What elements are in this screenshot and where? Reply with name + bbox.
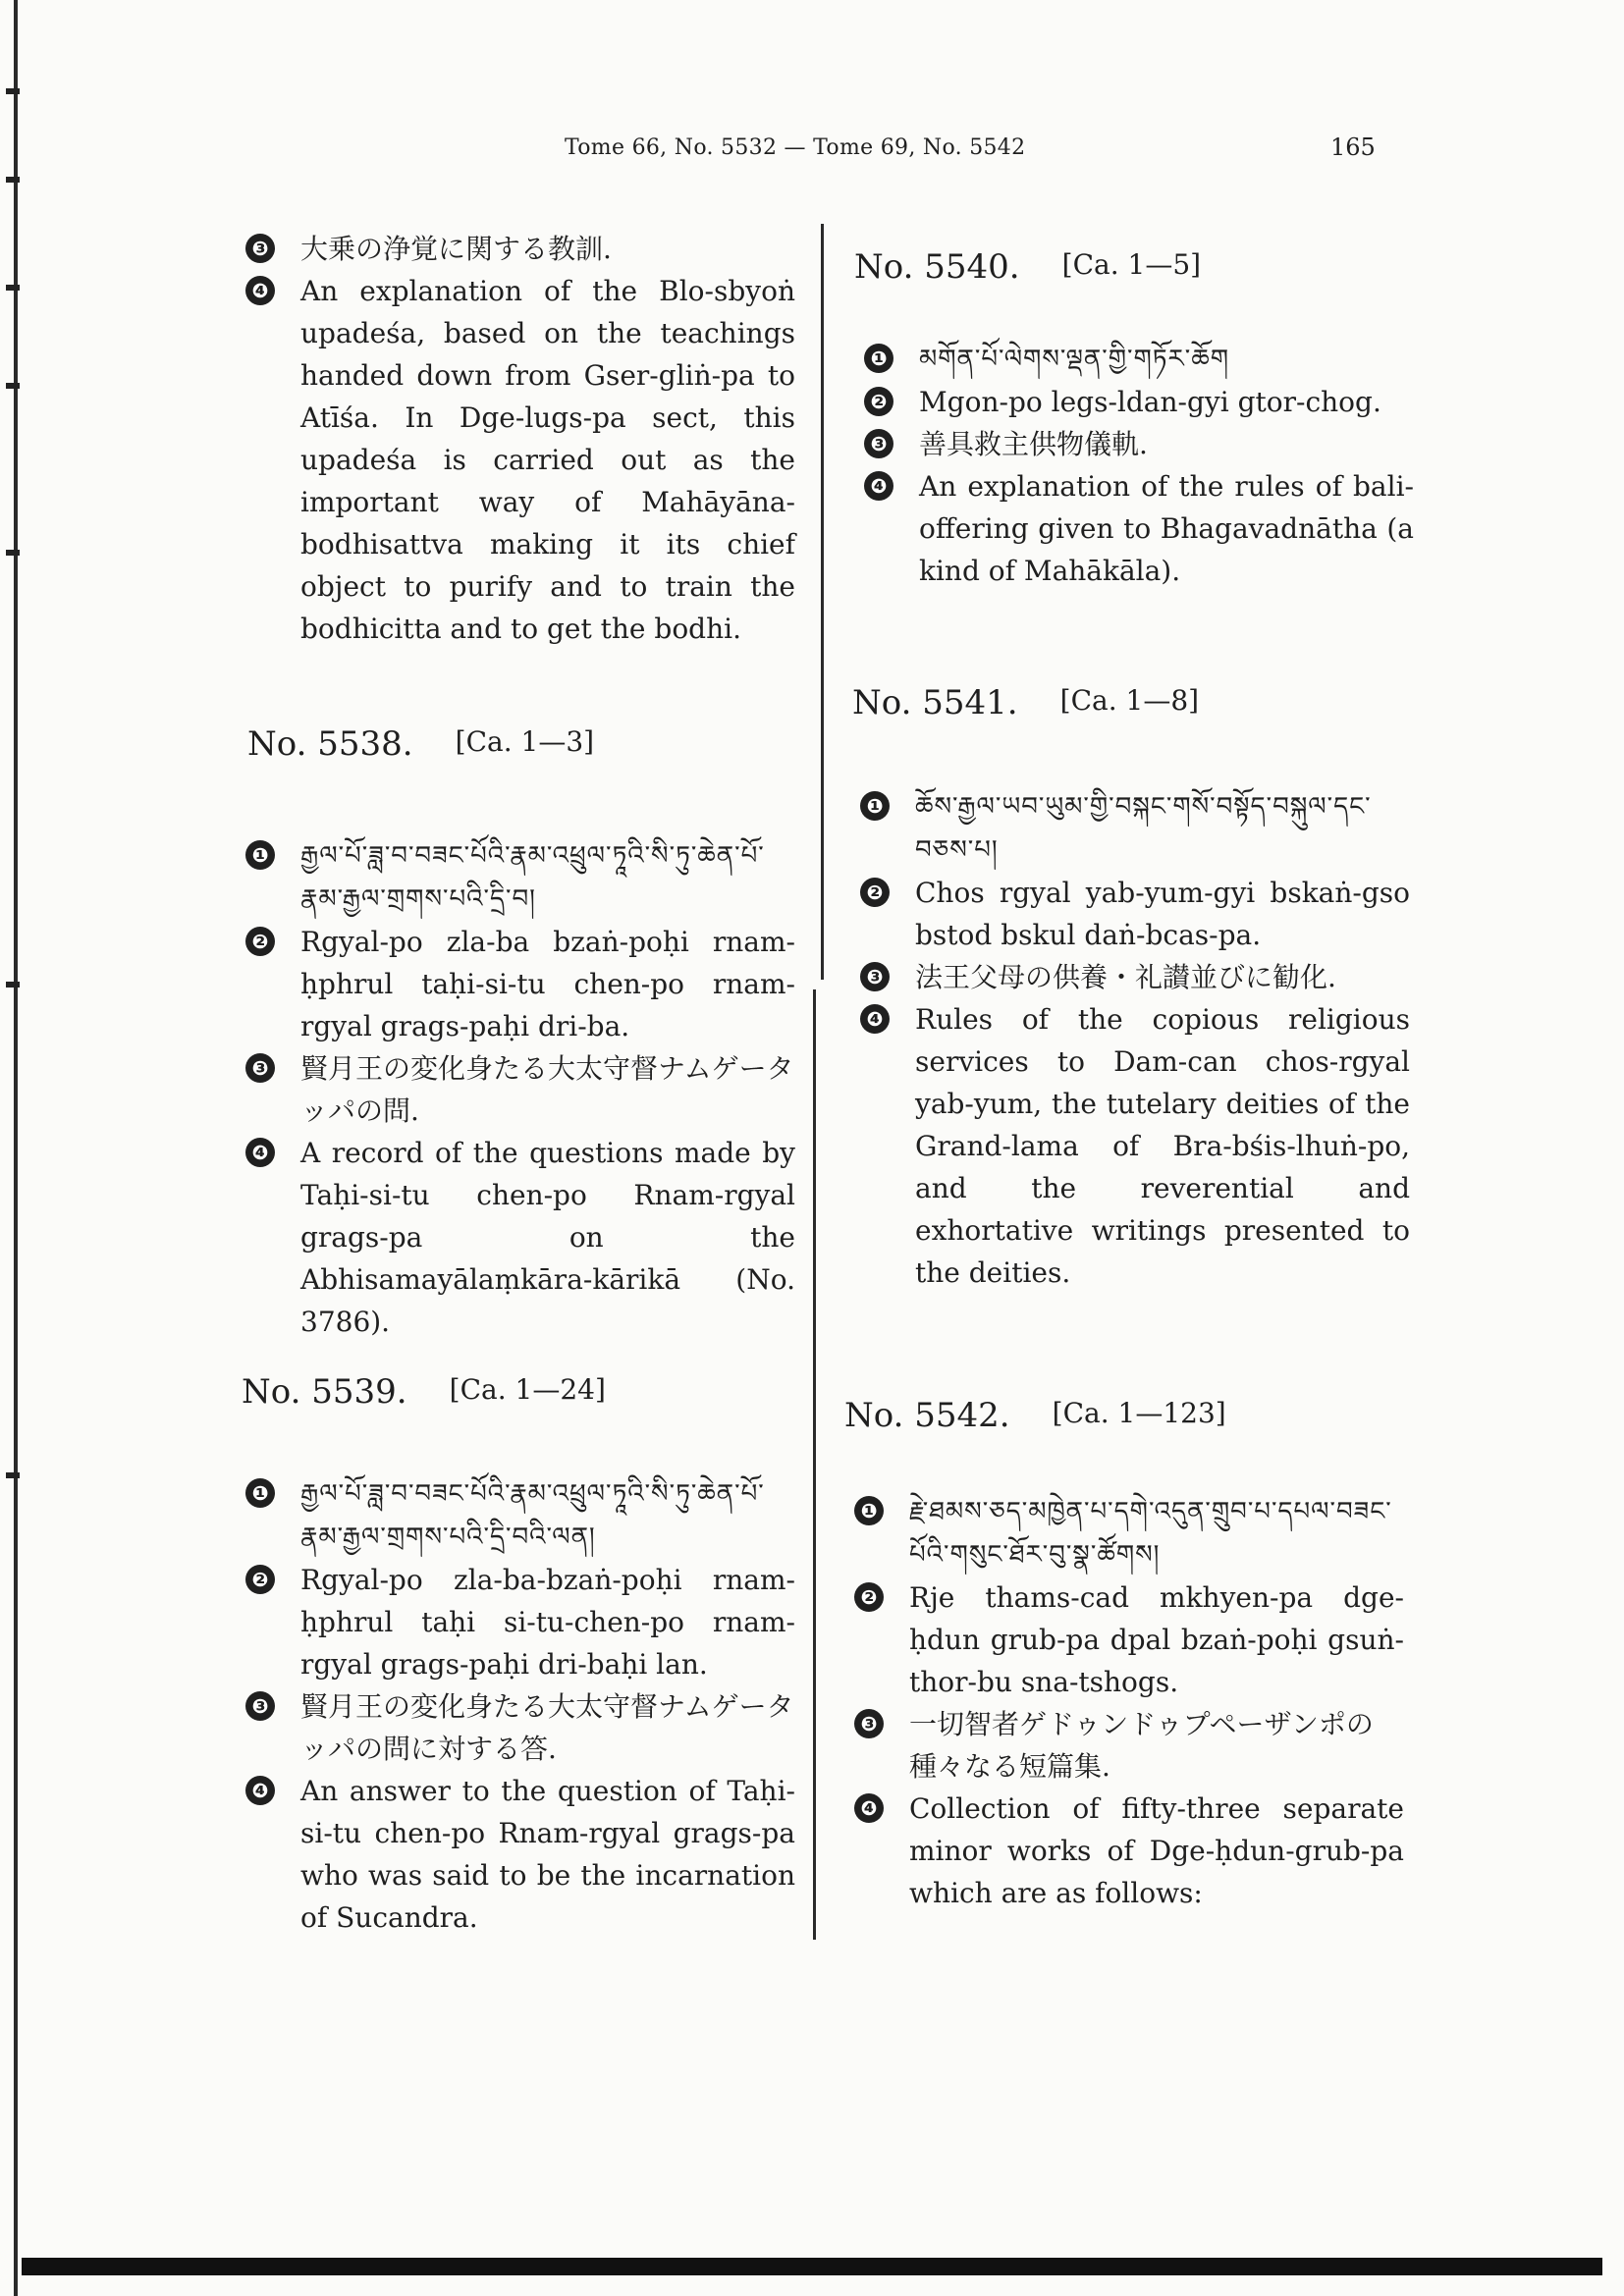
entry-number: No. 5542.: [844, 1396, 1010, 1435]
romanized-title: ❷ Chos rgyal yab-yum-gyi bskaṅ-gso bstod bskul daṅ-bcas-pa.: [860, 872, 1410, 956]
running-header: Tome 66, No. 5532 — Tome 69, No. 5542: [565, 135, 1026, 160]
tibetan-title: ❶ རྒྱལ་པོ་ཟླ་བ་བཟང་པོའི་རྣམ་འཕྲུལ་ཏཱའི་སི་ཏུ་ཆེན་པོ་རྣམ་རྒྱལ་གྲགས་པའི་དྲི་བ།: [245, 834, 795, 921]
left-column-continuation: [245, 228, 795, 650]
marker-4: ❹: [245, 1138, 275, 1167]
romanized-title: ❷ Rgyal-po zla-ba bzaṅ-poḥi rnam-ḥphrul taḥi-si-tu chen-po rnam-rgyal grags-paḥi dri-ba.: [245, 921, 795, 1047]
page-left-edge: [0, 0, 22, 2296]
entry-number: No. 5540.: [854, 247, 1020, 287]
entry-header-5541: [852, 683, 1199, 722]
bottom-edge: [22, 2258, 1602, 2275]
marker-2: ❷: [854, 1582, 884, 1612]
tibetan-title: ❶ ཆོས་རྒྱལ་ཡབ་ཡུམ་གྱི་བསྐང་གསོ་བསྟོད་བསྐུལ་དང་བཅས་པ།: [860, 785, 1410, 872]
tibetan-title: ❶ རྒྱལ་པོ་ཟླ་བ་བཟང་པོའི་རྣམ་འཕྲུལ་ཏཱའི་སི་ཏུ་ཆེན་པོ་རྣམ་རྒྱལ་གྲགས་པའི་དྲི་བའི་ལན།: [245, 1472, 795, 1559]
tibetan-title: ❶ མགོན་པོ་ལེགས་ལྡན་གྱི་གཏོར་ཆོག: [864, 338, 1414, 381]
marker-3: ❸: [864, 429, 893, 458]
marker-4: ❹: [860, 1004, 890, 1034]
japanese-title: ❸ 善具救主供物儀軌.: [864, 423, 1414, 465]
edge-mark: [6, 550, 20, 556]
edge-mark: [6, 285, 20, 291]
entry-5538: [245, 834, 795, 1343]
edge-mark: [6, 982, 20, 988]
tibetan-title: ❶ རྗེ་ཐམས་ཅད་མཁྱེན་པ་དགེ་འདུན་གྲུབ་པ་དཔལ་བཟང་པོའི་གསུང་ཐོར་བུ་སྣ་ཚོགས།: [854, 1490, 1404, 1576]
english-description: ❹ An explanation of the Blo-sbyoṅ upadeśa, based on the teachings handed down from Gser-gliṅ-pa to Atīśa. In Dge-lugs-pa sect, this upadeśa is carried out as the important way of Mahāyāna-bodhisattva making it its chief object to purify and to train the bodhicitta and to get the bodhi.: [245, 270, 795, 650]
marker-1: ❶: [854, 1496, 884, 1525]
marker-2: ❷: [245, 1565, 275, 1594]
marker-3: ❸: [860, 962, 890, 991]
binding-edge: [14, 0, 18, 2296]
english-description: ❹ Rules of the copious religious services to Dam-can chos-rgyal yab-yum, the tutelary deities of the Grand-lama of Bra-bśis-lhuṅ-po, and the reverential and exhortative writings presented to the deities.: [860, 998, 1410, 1294]
column-rule: [813, 989, 816, 1940]
entry-ca: [Ca. 1—24]: [449, 1373, 606, 1406]
entry-number: No. 5541.: [852, 683, 1018, 722]
romanized-title: ❷ Mgon-po legs-ldan-gyi gtor-chog.: [864, 381, 1414, 423]
marker-1: ❶: [864, 344, 893, 373]
english-description: ❹ An answer to the question of Taḥi-si-tu chen-po Rnam-rgyal grags-pa who was said to be the incarnation of Sucandra.: [245, 1770, 795, 1939]
japanese-title: ❸ 賢月王の変化身たる大太守督ナムゲータッパの問.: [245, 1047, 795, 1132]
entry-header-5542: [844, 1396, 1226, 1435]
entry-header-5540: [854, 247, 1201, 287]
marker-4: ❹: [854, 1793, 884, 1823]
entry-5540: [864, 338, 1414, 592]
entry-ca: [Ca. 1—3]: [455, 725, 595, 758]
edge-mark: [6, 177, 20, 183]
edge-mark: [6, 1472, 20, 1478]
entry-ca: [Ca. 1—123]: [1052, 1397, 1226, 1429]
entry-ca: [Ca. 1—5]: [1061, 248, 1202, 281]
edge-mark: [6, 383, 20, 389]
romanized-title: ❷ Rje thams-cad mkhyen-pa dge-ḥdun grub-pa dpal bzaṅ-poḥi gsuṅ-thor-bu sna-tshogs.: [854, 1576, 1404, 1703]
marker-4: ❹: [864, 471, 893, 501]
page-number: 165: [1330, 133, 1376, 161]
entry-header-5538: [247, 724, 594, 764]
japanese-title: ❸ 賢月王の変化身たる大太守督ナムゲータッパの問に対する答.: [245, 1685, 795, 1770]
japanese-title: ❸ 法王父母の供養・礼讃並びに勧化.: [860, 956, 1410, 998]
marker-2: ❷: [860, 878, 890, 907]
entry-number: No. 5539.: [242, 1372, 407, 1412]
romanized-title: ❷ Rgyal-po zla-ba-bzaṅ-poḥi rnam-ḥphrul taḥi si-tu-chen-po rnam-rgyal grags-paḥi dri-baḥi lan.: [245, 1559, 795, 1685]
column-rule: [821, 224, 824, 980]
marker-4: ❹: [245, 276, 275, 305]
english-description: ❹ An explanation of the rules of bali-offering given to Bhagavadnātha (a kind of Mahākāla).: [864, 465, 1414, 592]
marker-1: ❶: [860, 791, 890, 821]
japanese-title: ❸ 大乗の浄覚に関する教訓.: [245, 228, 795, 270]
japanese-title: ❸ 一切智者ゲドゥンドゥプペーザンポの種々なる短篇集.: [854, 1703, 1404, 1788]
entry-5542: [854, 1490, 1404, 1914]
edge-mark: [6, 88, 20, 94]
marker-1: ❶: [245, 840, 275, 870]
entry-5541: [860, 785, 1410, 1294]
marker-3: ❸: [245, 1053, 275, 1083]
marker-3: ❸: [245, 234, 275, 263]
entry-5539: [245, 1472, 795, 1939]
marker-2: ❷: [864, 387, 893, 416]
marker-4: ❹: [245, 1776, 275, 1805]
entry-number: No. 5538.: [247, 724, 413, 764]
marker-3: ❸: [245, 1691, 275, 1721]
entry-header-5539: [242, 1372, 606, 1412]
entry-ca: [Ca. 1—8]: [1059, 684, 1200, 717]
marker-2: ❷: [245, 927, 275, 956]
english-description: ❹ Collection of fifty-three separate minor works of Dge-ḥdun-grub-pa which are as follows:: [854, 1788, 1404, 1914]
english-description: ❹ A record of the questions made by Taḥi-si-tu chen-po Rnam-rgyal grags-pa on the Abhisamayālaṃkāra-kārikā (No. 3786).: [245, 1132, 795, 1343]
marker-1: ❶: [245, 1478, 275, 1508]
marker-3: ❸: [854, 1709, 884, 1738]
